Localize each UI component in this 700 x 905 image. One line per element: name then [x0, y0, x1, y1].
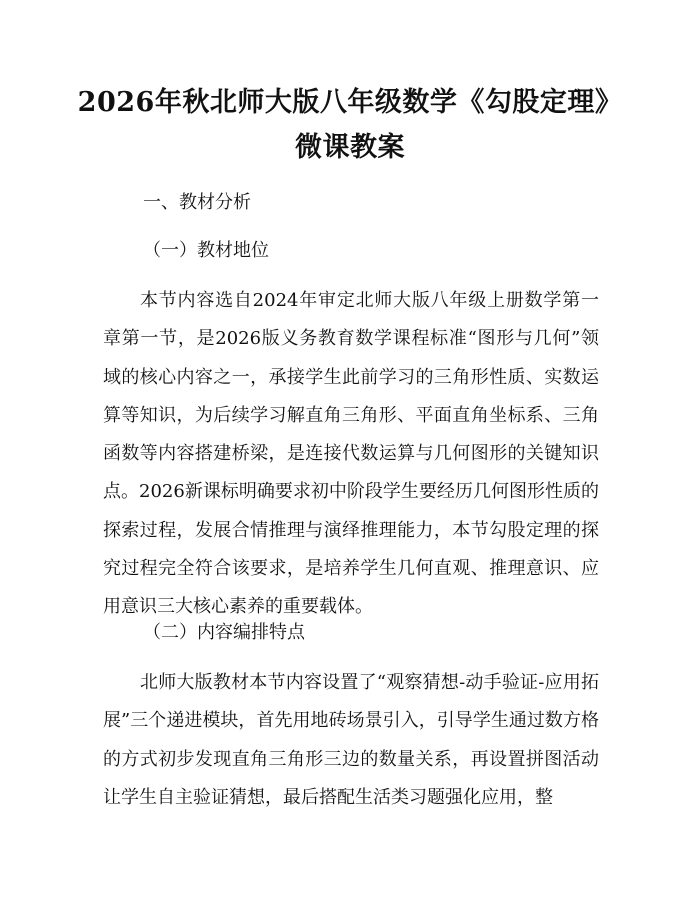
- subsection-heading-content-arrangement: （二）内容编排特点: [143, 622, 305, 643]
- paragraph-content-arrangement: 北师大版教材本节内容设置了“观察猜想-动手验证-应用拓展”三个递进模块，首先用地砖场景引入，引导学生通过数方格的方式初步发现直角三角形三边的数量关系，再设置拼图活动让学生自主验证猜想，最后搭配生活类习题强化应用，整: [103, 672, 599, 808]
- paragraph-textbook-position: 本节内容选自2024年审定北师大版八年级上册数学第一章第一节，是2026版义务教育数学课程标准“图形与几何”领域的核心内容之一，承接学生此前学习的三角形性质、实数运算等知识，为后续学习解直角三角形、平面直角坐标系、三角函数等内容搭建桥梁，是连接代数运算与几何图形的关键知识点。2026新课标明确要求初中阶段学生要经历几何图形性质的探索过程，发展合情推理与演绎推理能力，本节勾股定理的探究过程完全符合该要求，是培养学生几何直观、推理意识、应用意识三大核心素养的重要载体。: [103, 290, 599, 618]
- document-title: 2026年秋北师大版八年级数学《勾股定理》: [77, 87, 623, 118]
- document-subtitle: 微课教案: [295, 132, 405, 163]
- section-heading-textbook-analysis: 一、教材分析: [143, 192, 251, 213]
- subsection-heading-textbook-position: （一）教材地位: [143, 240, 269, 261]
